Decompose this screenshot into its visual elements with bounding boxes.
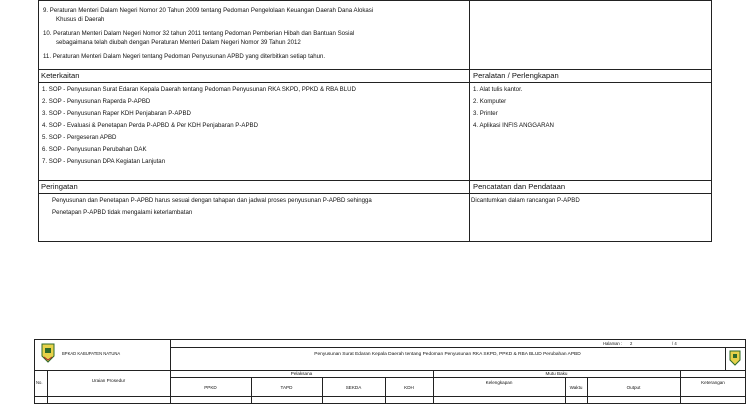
col-kelengkapan-header: Kelengkapan [485, 380, 513, 385]
natuna-logo-right [729, 350, 741, 366]
col-line [680, 370, 681, 404]
regulation-10-line1: 10. Peraturan Menteri Dalam Negeri Nomor 32 tahun 2011 tentang Pedoman Pemberian Hibah dan Bantuan Sosial [43, 30, 355, 37]
peringatan-title: Peringatan [41, 182, 78, 191]
col-keterangan-header: Keterangan [701, 380, 725, 385]
peringatan-top-border [38, 180, 712, 181]
keterkaitan-top-border [38, 69, 712, 70]
page2-title-right-divider [725, 347, 726, 370]
column-divider [469, 0, 470, 242]
col-kdh-header: KDH [404, 385, 414, 390]
keterkaitan-item: 3. SOP - Penyusunan Raper KDH Penjabaran P-APBD [42, 110, 191, 117]
col-waktu-header: Waktu [569, 385, 583, 390]
natuna-logo [40, 342, 56, 364]
pencatatan-text: Dicantumkan dalam rancangan P-APBD [471, 197, 580, 204]
keterkaitan-item: 2. SOP - Penyusunan Raperda P-APBD [42, 98, 151, 105]
peralatan-item: 2. Komputer [473, 98, 507, 105]
page2-header-bottom [34, 396, 746, 397]
peralatan-item: 1. Alat tulis kantor. [473, 86, 523, 93]
page2-halaman-total: / 4 [672, 341, 677, 346]
keterkaitan-header-border [38, 82, 712, 83]
peringatan-header-border [38, 193, 712, 194]
col-ppkd-header: PPKD [204, 385, 217, 390]
peringatan-text-line2: Penetapan P-APBD tidak mengalami keterlambatan [52, 209, 193, 216]
keterkaitan-item: 1. SOP - Penyusunan Surat Edaran Kepala Daerah tentang Pedoman Penyusunan RKA SKPD, PPKD & RBA BLUD [42, 86, 356, 93]
regulation-11-line1: 11. Peraturan Menteri Dalam Negeri tentang Pedoman Penyusunan APBD yang diterbitkan setiap tahun. [43, 53, 326, 60]
peralatan-title: Peralatan / Perlengkapan [473, 71, 559, 80]
page2-org-name: BPKAD KABUPATEN NATUNA [62, 351, 121, 356]
page2-halaman-border [170, 347, 746, 348]
regulation-9-line2: Khusus di Daerah [56, 16, 105, 23]
peringatan-text-line1: Penyusunan dan Penetapan P-APBD harus sesuai dengan tahapan dan jadwal proses penyusunan P-APBD sehingga [52, 197, 372, 204]
keterkaitan-title: Keterkaitan [41, 71, 80, 80]
keterkaitan-item: 5. SOP - Pergeseran APBD [42, 134, 117, 141]
peralatan-item: 4. Aplikasi INFIS ANGGARAN [473, 122, 554, 129]
regulation-10-line2: sebagaimana telah diubah dengan Peraturan Menteri Dalam Negeri Nomor 39 Tahun 2012 [56, 39, 301, 46]
col-output-header: Output [626, 385, 641, 390]
keterkaitan-item: 7. SOP - Penyusunan DPA Kegiatan Lanjutan [42, 158, 166, 165]
col-no-header: No. [36, 380, 43, 385]
regulation-9-line1: 9. Peraturan Menteri Dalam Negeri Nomor 20 Tahun 2009 tentang Pedoman Pengelolaan Keuangan Daerah Dana Alokasi [43, 7, 374, 14]
page2-halaman-number: 2 [630, 341, 633, 346]
page2-halaman-label: Halaman : [603, 341, 623, 346]
col-tapd-header: TAPD [280, 385, 293, 390]
peralatan-item: 3. Printer [473, 110, 498, 117]
keterkaitan-item: 4. SOP - Evaluasi & Penetapan Perda P-APBD & Per KDH Penjabaran P-APBD [42, 122, 258, 129]
page2-subheader-border [170, 377, 746, 378]
pencatatan-title: Pencatatan dan Pendataan [473, 182, 566, 191]
page2-title: Penyusunan Surat Edaran Kepala Daerah tentang Pedoman Penyusunan RKA SKPD, PPKD & RBA BLUD Perubahan APBD [314, 352, 581, 357]
col-line [47, 370, 48, 404]
col-sekda-header: SEKDA [345, 385, 362, 390]
col-pelaksana-header: Pelaksana [290, 371, 313, 376]
col-uraian-header: Uraian Prosedur [91, 378, 126, 383]
keterkaitan-item: 6. SOP - Penyusunan Perubahan DAK [42, 146, 147, 153]
col-mutu-header: Mutu Baku [545, 371, 568, 376]
